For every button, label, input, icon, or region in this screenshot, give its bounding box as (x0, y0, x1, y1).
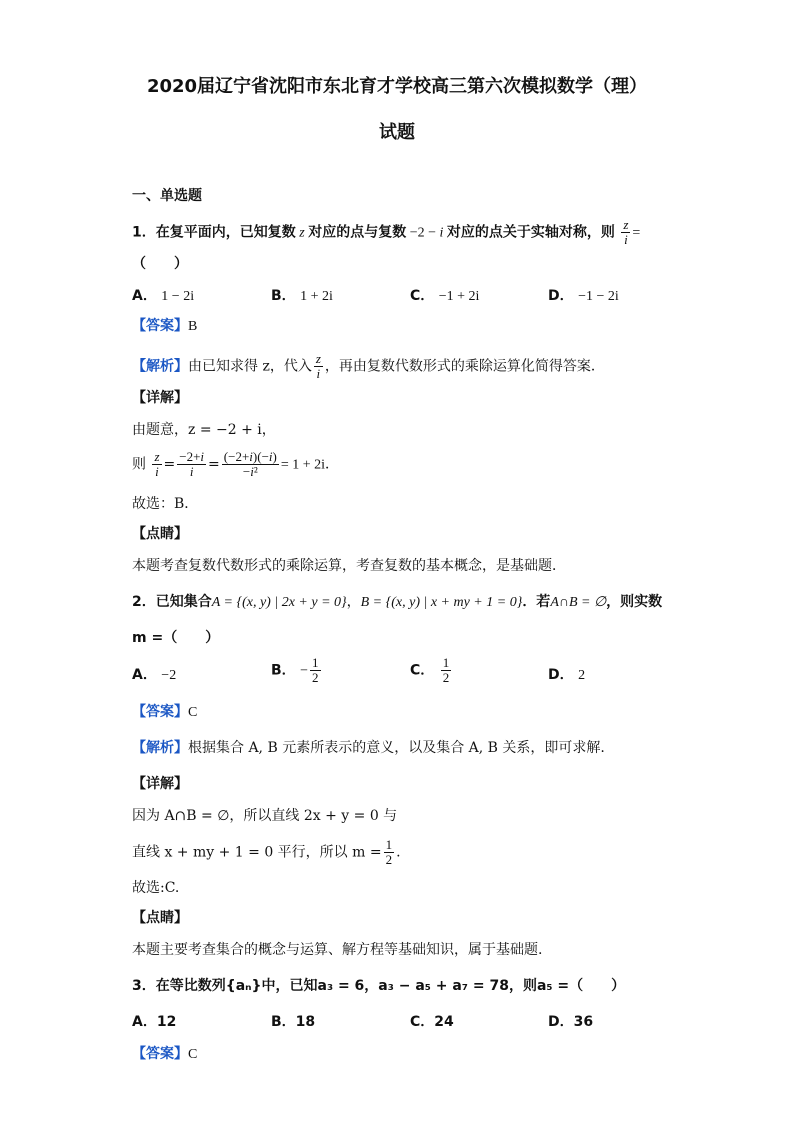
q2-comment-tag: 【点睛】 (132, 910, 188, 926)
q3-option-c: C．24 (410, 1014, 454, 1030)
q3-option-b: B．18 (271, 1014, 316, 1030)
q2-analysis: 【解析】根据集合 A, B 元素所表示的意义，以及集合 A, B 关系，即可求解. (132, 740, 605, 756)
q2-detail-tag: 【详解】 (132, 776, 188, 792)
q1-option-b: B． 1 + 2i (271, 288, 333, 304)
q2-option-a: A． −2 (132, 667, 177, 683)
q2-detail-line1: 因为 A∩B = ∅，所以直线 2x + y = 0 与 (132, 808, 398, 824)
q1-stem: 1．在复平面内，已知复数 z 对应的点与复数 −2 − i 对应的点关于实轴对称，则 $\frac{z}{i}$ = (132, 217, 641, 247)
q2-option-b: B． − $\frac{1}{2}$ (271, 655, 319, 685)
q2-answer: 【答案】C (132, 704, 198, 720)
q1-option-d: D． −1 − 2i (548, 288, 619, 304)
q2-stem: 2．已知集合A = {(x, y) | 2x + y = 0}，B = {(x, y) | x + my + 1 = 0}．若A∩B = ∅，则实数 (132, 594, 663, 610)
q2-detail-line3: 故选:C. (132, 880, 180, 896)
q1-analysis: 【解析】由已知求得 z，代入 $\frac{z}{i}$ ，再由复数代数形式的乘除运算化简得答案． (132, 351, 605, 381)
exam-title-line1: 2020届辽宁省沈阳市东北育才学校高三第六次模拟数学（理） (146, 76, 648, 97)
q3-option-d: D．36 (548, 1014, 594, 1030)
q2-option-c: C． $\frac{1}{2}$ (410, 655, 450, 685)
q1-option-c: C． −1 + 2i (410, 288, 480, 304)
q3-answer: 【答案】C (132, 1046, 198, 1062)
q1-blank: （ ） (132, 256, 188, 272)
q1-comment: 本题考查复数代数形式的乘除运算，考查复数的基本概念，是基础题． (132, 558, 566, 574)
q1-detail-line1: 由题意，z = −2 + i， (132, 422, 276, 438)
q2-blank: m =（ ） (132, 630, 220, 646)
q1-answer: 【答案】B (132, 318, 198, 334)
q1-option-a: A． 1 − 2i (132, 288, 195, 304)
q1-detail-line3: 故选：B． (132, 496, 199, 512)
q3-option-a: A．12 (132, 1014, 177, 1030)
exam-title-line2: 试题 (379, 122, 415, 143)
q3-stem: 3．在等比数列{aₙ}中，已知a₃ = 6，a₃ − a₅ + a₇ = 78，则a₅ =（ ） (132, 978, 626, 994)
q1-detail-line2: 则 $\frac{z}{i}$ = $\frac{-2+i}{i}$ = $\frac{(-2+i)(-i)}{\text{−i²}}$ = 1 + 2i． (132, 449, 340, 479)
section-heading: 一、单选题 (132, 188, 202, 204)
q2-option-d: D． 2 (548, 667, 586, 683)
q2-comment: 本题主要考查集合的概念与运算、解方程等基础知识，属于基础题. (132, 942, 543, 958)
q1-detail-tag: 【详解】 (132, 390, 188, 406)
q2-detail-line2: 直线 x + my + 1 = 0 平行，所以 m = $\frac{1}{2}$ . (132, 837, 401, 867)
q1-comment-tag: 【点睛】 (132, 526, 188, 542)
